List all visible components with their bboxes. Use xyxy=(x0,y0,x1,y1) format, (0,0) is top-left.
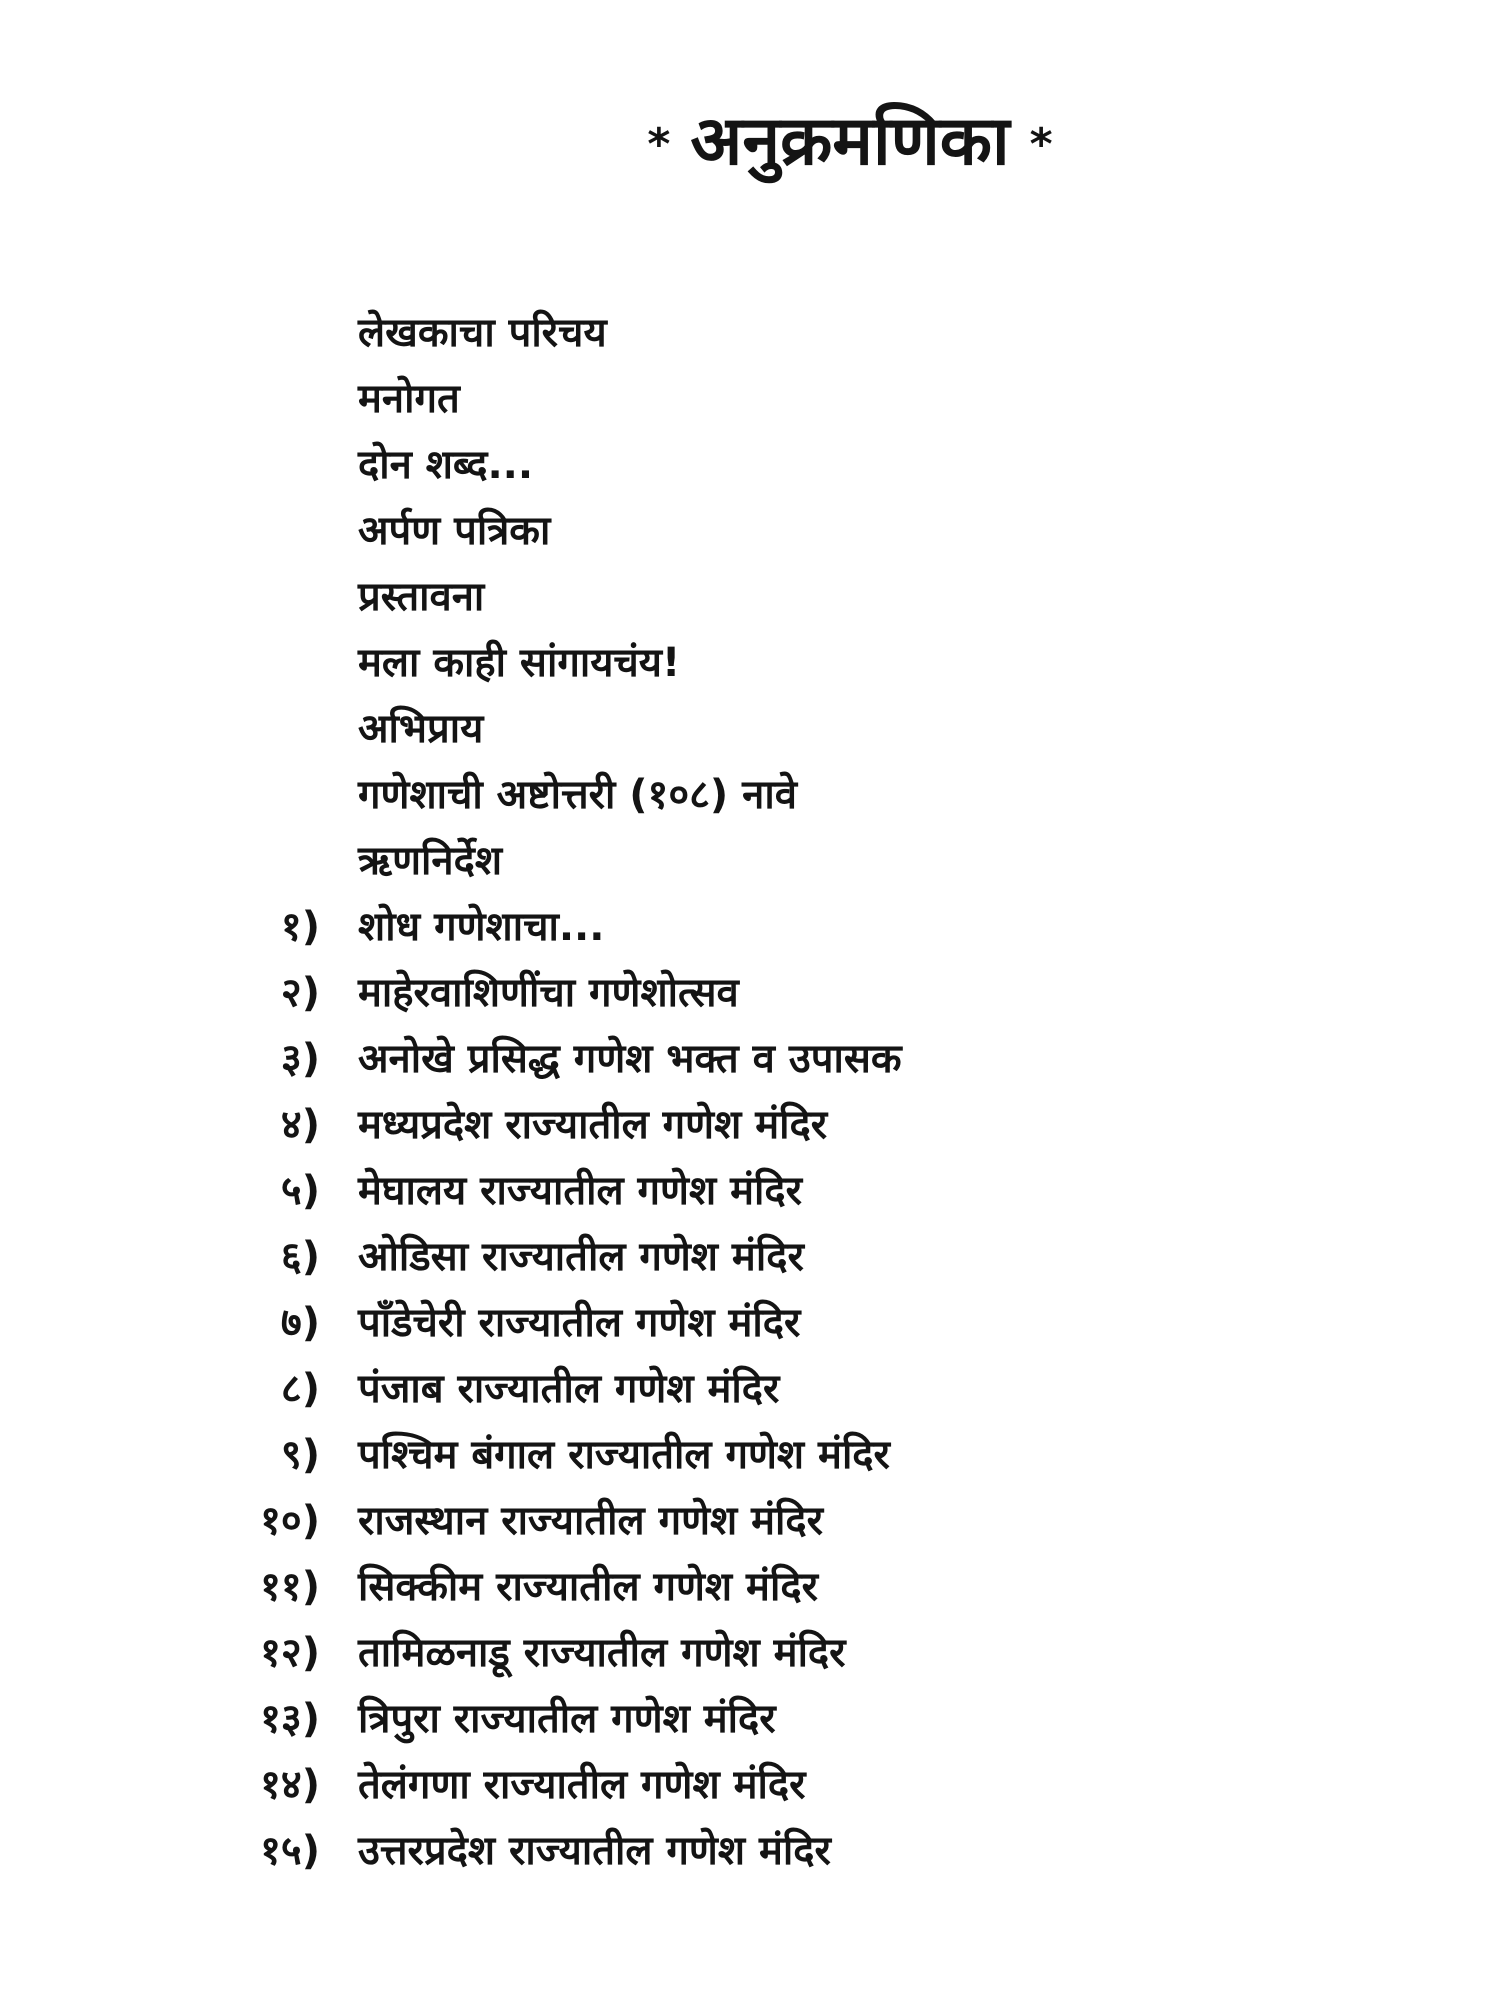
toc-chapter-item xyxy=(0,1356,1500,1422)
toc-chapter-number: २) xyxy=(280,970,320,1016)
toc-chapter-number: ९) xyxy=(280,1432,320,1478)
toc-chapter-number: १०) xyxy=(260,1498,320,1544)
toc-item-title: राजस्थान राज्यातील गणेश मंदिर xyxy=(358,1498,824,1544)
toc-item-title: पश्चिम बंगाल राज्यातील गणेश मंदिर xyxy=(358,1432,890,1478)
toc-front-matter-item xyxy=(0,432,1500,498)
toc-item-title: उत्तरप्रदेश राज्यातील गणेश मंदिर xyxy=(358,1828,831,1874)
toc-chapter-item xyxy=(0,1752,1500,1818)
toc-item-title: प्रस्तावना xyxy=(358,574,485,620)
toc-chapter-item xyxy=(0,1818,1500,1884)
toc-item-title: सिक्कीम राज्यातील गणेश मंदिर xyxy=(358,1564,818,1610)
toc-chapter-item xyxy=(0,1554,1500,1620)
toc-front-matter-item xyxy=(0,762,1500,828)
toc-item-title: लेखकाचा परिचय xyxy=(358,310,607,356)
toc-chapter-item xyxy=(0,1686,1500,1752)
toc-chapter-item xyxy=(0,1026,1500,1092)
toc-item-title: ऋणनिर्देश xyxy=(358,838,503,884)
toc-chapter-number: ८) xyxy=(280,1366,320,1412)
page-title-text: अनुक्रमणिका xyxy=(690,102,1010,181)
toc-item-title: शोध गणेशाचा... xyxy=(358,904,605,950)
toc-chapter-item xyxy=(0,1290,1500,1356)
toc-front-matter-item xyxy=(0,300,1500,366)
toc-item-title: तेलंगणा राज्यातील गणेश मंदिर xyxy=(358,1762,806,1808)
toc-item-title: ओडिसा राज्यातील गणेश मंदिर xyxy=(358,1234,804,1280)
toc-chapter-number: ४) xyxy=(280,1102,320,1148)
toc-chapter-item xyxy=(0,1488,1500,1554)
toc-item-title: त्रिपुरा राज्यातील गणेश मंदिर xyxy=(358,1696,776,1742)
toc-item-title: मध्यप्रदेश राज्यातील गणेश मंदिर xyxy=(358,1102,828,1148)
toc-item-title: तामिळनाडू राज्यातील गणेश मंदिर xyxy=(358,1630,846,1676)
toc-front-matter-item xyxy=(0,366,1500,432)
toc-chapter-number: १५) xyxy=(260,1828,320,1874)
toc-chapter-number: ११) xyxy=(260,1564,320,1610)
toc-item-title: दोन शब्द... xyxy=(358,442,534,488)
toc-front-matter-item xyxy=(0,498,1500,564)
toc-item-title: अनोखे प्रसिद्ध गणेश भक्त व उपासक xyxy=(358,1036,902,1082)
toc-item-title: अर्पण पत्रिका xyxy=(358,508,551,554)
toc-chapter-number: ५) xyxy=(280,1168,320,1214)
toc-item-title: माहेरवाशिणींचा गणेशोत्सव xyxy=(358,970,739,1016)
toc-chapter-item xyxy=(0,894,1500,960)
toc-front-matter-item xyxy=(0,696,1500,762)
toc-front-matter-item xyxy=(0,630,1500,696)
toc-item-title: पंजाब राज्यातील गणेश मंदिर xyxy=(358,1366,780,1412)
toc-front-matter-item xyxy=(0,828,1500,894)
toc-chapter-number: ६) xyxy=(280,1234,320,1280)
toc-chapter-item xyxy=(0,1092,1500,1158)
toc-front-matter-item xyxy=(0,564,1500,630)
asterisk-right-icon: * xyxy=(1029,119,1053,171)
toc-item-title: पाँडेचेरी राज्यातील गणेश मंदिर xyxy=(358,1300,801,1346)
toc-chapter-number: १४) xyxy=(260,1762,320,1808)
toc-item-title: मनोगत xyxy=(358,376,460,422)
toc-chapter-number: १) xyxy=(280,904,320,950)
page-title xyxy=(580,92,1120,195)
toc-chapter-number: १३) xyxy=(260,1696,320,1742)
toc-item-title: अभिप्राय xyxy=(358,706,484,752)
toc-chapter-item xyxy=(0,1422,1500,1488)
toc-chapter-number: ३) xyxy=(280,1036,320,1082)
toc-chapter-item xyxy=(0,960,1500,1026)
toc-item-title: मला काही सांगायचंय! xyxy=(358,640,681,686)
toc-item-title: मेघालय राज्यातील गणेश मंदिर xyxy=(358,1168,802,1214)
toc-chapter-number: ७) xyxy=(280,1300,320,1346)
toc-chapter-item xyxy=(0,1158,1500,1224)
toc-chapter-number: १२) xyxy=(260,1630,320,1676)
toc-chapter-item xyxy=(0,1620,1500,1686)
toc-item-title: गणेशाची अष्टोत्तरी (१०८) नावे xyxy=(358,772,797,818)
asterisk-left-icon: * xyxy=(647,119,671,171)
toc-chapter-item xyxy=(0,1224,1500,1290)
